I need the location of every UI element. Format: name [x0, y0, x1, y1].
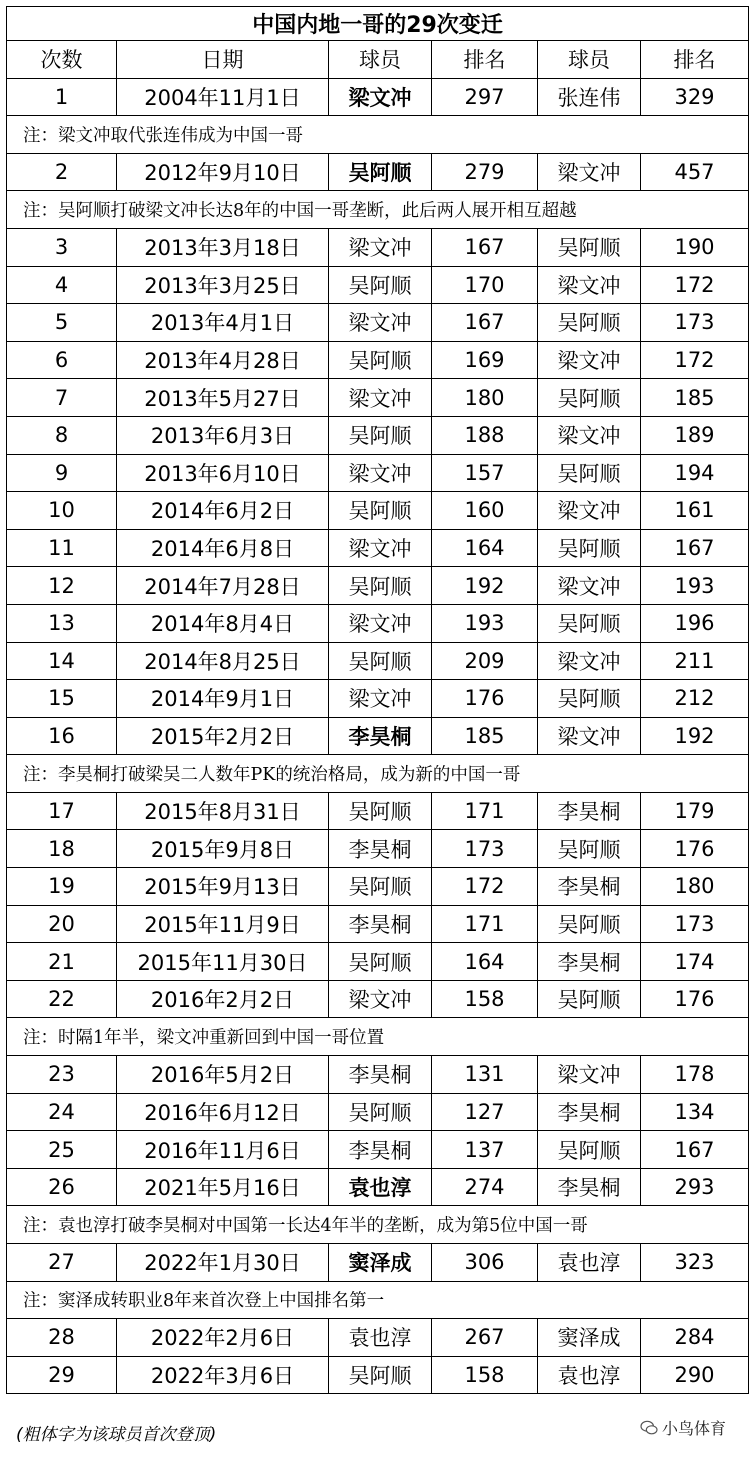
- cell-rank-1: 192: [432, 567, 538, 605]
- note-text: 注：吴阿顺打破梁文冲长达8年的中国一哥垄断，此后两人展开相互超越: [7, 191, 749, 229]
- cell-player-2: 吴阿顺: [538, 604, 641, 642]
- cell-rank-1: 170: [432, 266, 538, 304]
- cell-player-1: 梁文冲: [329, 304, 432, 342]
- table-row: [7, 905, 749, 943]
- cell-date: 2022年1月30日: [117, 1244, 329, 1282]
- table-row: [7, 868, 749, 906]
- cell-player-1: 吴阿顺: [329, 792, 432, 830]
- table-row: [7, 1056, 749, 1094]
- table-row: [7, 943, 749, 981]
- table-row: [7, 304, 749, 342]
- cell-date: 2015年9月13日: [117, 868, 329, 906]
- cell-count: 19: [7, 868, 117, 906]
- cell-date: 2021年5月16日: [117, 1168, 329, 1206]
- cell-count: 1: [7, 78, 117, 116]
- table-row: [7, 529, 749, 567]
- cell-rank-2: 180: [641, 868, 749, 906]
- watermark: [640, 1416, 726, 1439]
- table-body: [7, 78, 749, 1394]
- note-row: [7, 116, 749, 154]
- cell-count: 26: [7, 1168, 117, 1206]
- cell-count: 18: [7, 830, 117, 868]
- cell-rank-2: 185: [641, 379, 749, 417]
- cell-rank-1: 209: [432, 642, 538, 680]
- cell-count: 15: [7, 680, 117, 718]
- cell-count: 25: [7, 1131, 117, 1169]
- cell-rank-2: 176: [641, 980, 749, 1018]
- cell-rank-1: 188: [432, 416, 538, 454]
- cell-rank-2: 174: [641, 943, 749, 981]
- cell-player-1: 吴阿顺: [329, 492, 432, 530]
- cell-player-1: 吴阿顺: [329, 1356, 432, 1394]
- cell-rank-1: 306: [432, 1244, 538, 1282]
- cell-count: 21: [7, 943, 117, 981]
- cell-rank-1: 297: [432, 78, 538, 116]
- table-row: [7, 454, 749, 492]
- cell-rank-1: 267: [432, 1319, 538, 1357]
- cell-player-2: 吴阿顺: [538, 304, 641, 342]
- header-player-1: 球员: [329, 41, 432, 79]
- cell-count: 24: [7, 1093, 117, 1131]
- cell-player-2: 梁文冲: [538, 266, 641, 304]
- cell-player-2: 吴阿顺: [538, 529, 641, 567]
- cell-player-1: 梁文冲: [329, 228, 432, 266]
- cell-date: 2013年4月28日: [117, 341, 329, 379]
- cell-count: 23: [7, 1056, 117, 1094]
- table-row: [7, 1319, 749, 1357]
- cell-count: 5: [7, 304, 117, 342]
- cell-rank-2: 323: [641, 1244, 749, 1282]
- cell-date: 2014年6月2日: [117, 492, 329, 530]
- table-row: [7, 792, 749, 830]
- cell-rank-1: 164: [432, 943, 538, 981]
- cell-player-2: 袁也淳: [538, 1244, 641, 1282]
- cell-rank-1: 169: [432, 341, 538, 379]
- cell-rank-1: 171: [432, 792, 538, 830]
- cell-rank-2: 178: [641, 1056, 749, 1094]
- cell-player-2: 梁文冲: [538, 153, 641, 191]
- cell-rank-2: 172: [641, 266, 749, 304]
- cell-player-2: 吴阿顺: [538, 1131, 641, 1169]
- cell-player-1: 李昊桐: [329, 717, 432, 755]
- cell-player-1: 吴阿顺: [329, 416, 432, 454]
- cell-count: 28: [7, 1319, 117, 1357]
- cell-count: 22: [7, 980, 117, 1018]
- cell-date: 2015年9月8日: [117, 830, 329, 868]
- cell-count: 2: [7, 153, 117, 191]
- cell-player-1: 吴阿顺: [329, 341, 432, 379]
- cell-date: 2013年5月27日: [117, 379, 329, 417]
- cell-player-2: 梁文冲: [538, 1056, 641, 1094]
- cell-player-2: 李昊桐: [538, 868, 641, 906]
- cell-player-2: 吴阿顺: [538, 905, 641, 943]
- cell-player-1: 李昊桐: [329, 1131, 432, 1169]
- table-row: [7, 266, 749, 304]
- cell-date: 2013年6月3日: [117, 416, 329, 454]
- cell-rank-1: 158: [432, 1356, 538, 1394]
- note-text: 注：窦泽成转职业8年来首次登上中国排名第一: [7, 1281, 749, 1319]
- cell-count: 11: [7, 529, 117, 567]
- cell-rank-1: 167: [432, 304, 538, 342]
- header-count: 次数: [7, 41, 117, 79]
- table-row: [7, 1131, 749, 1169]
- cell-date: 2022年3月6日: [117, 1356, 329, 1394]
- cell-player-2: 李昊桐: [538, 1093, 641, 1131]
- cell-player-2: 梁文冲: [538, 341, 641, 379]
- cell-date: 2015年2月2日: [117, 717, 329, 755]
- cell-rank-1: 160: [432, 492, 538, 530]
- cell-rank-1: 157: [432, 454, 538, 492]
- cell-rank-2: 179: [641, 792, 749, 830]
- cell-player-2: 李昊桐: [538, 1168, 641, 1206]
- table-row: [7, 153, 749, 191]
- note-row: [7, 1018, 749, 1056]
- cell-player-1: 梁文冲: [329, 604, 432, 642]
- cell-rank-2: 173: [641, 304, 749, 342]
- cell-rank-2: 134: [641, 1093, 749, 1131]
- cell-count: 4: [7, 266, 117, 304]
- cell-count: 13: [7, 604, 117, 642]
- cell-rank-1: 274: [432, 1168, 538, 1206]
- cell-rank-2: 167: [641, 1131, 749, 1169]
- cell-rank-1: 173: [432, 830, 538, 868]
- header-date: 日期: [117, 41, 329, 79]
- cell-date: 2016年11月6日: [117, 1131, 329, 1169]
- cell-rank-1: 137: [432, 1131, 538, 1169]
- wechat-icon: [640, 1420, 658, 1436]
- table-row: [7, 1356, 749, 1394]
- cell-date: 2014年8月4日: [117, 604, 329, 642]
- cell-rank-1: 127: [432, 1093, 538, 1131]
- cell-rank-1: 131: [432, 1056, 538, 1094]
- cell-rank-2: 189: [641, 416, 749, 454]
- header-rank-2: 排名: [641, 41, 749, 79]
- cell-count: 16: [7, 717, 117, 755]
- cell-player-1: 吴阿顺: [329, 642, 432, 680]
- cell-player-1: 吴阿顺: [329, 1093, 432, 1131]
- cell-rank-2: 293: [641, 1168, 749, 1206]
- cell-date: 2016年2月2日: [117, 980, 329, 1018]
- cell-rank-1: 167: [432, 228, 538, 266]
- cell-player-1: 李昊桐: [329, 905, 432, 943]
- cell-rank-2: 284: [641, 1319, 749, 1357]
- cell-date: 2015年8月31日: [117, 792, 329, 830]
- cell-player-1: 袁也淳: [329, 1168, 432, 1206]
- cell-player-1: 吴阿顺: [329, 868, 432, 906]
- table-row: [7, 830, 749, 868]
- cell-rank-2: 161: [641, 492, 749, 530]
- cell-rank-1: 171: [432, 905, 538, 943]
- cell-date: 2016年6月12日: [117, 1093, 329, 1131]
- header-rank-1: 排名: [432, 41, 538, 79]
- cell-player-1: 吴阿顺: [329, 567, 432, 605]
- note-text: 注：李昊桐打破梁吴二人数年PK的统治格局，成为新的中国一哥: [7, 755, 749, 793]
- cell-player-2: 吴阿顺: [538, 830, 641, 868]
- cell-player-2: 梁文冲: [538, 717, 641, 755]
- cell-rank-1: 193: [432, 604, 538, 642]
- cell-count: 29: [7, 1356, 117, 1394]
- cell-rank-1: 180: [432, 379, 538, 417]
- cell-rank-2: 167: [641, 529, 749, 567]
- cell-count: 9: [7, 454, 117, 492]
- table-title: 中国内地一哥的29次变迁: [7, 7, 749, 41]
- table-row: [7, 228, 749, 266]
- note-text: 注：时隔1年半，梁文冲重新回到中国一哥位置: [7, 1018, 749, 1056]
- table-row: [7, 717, 749, 755]
- cell-count: 17: [7, 792, 117, 830]
- table-row: [7, 642, 749, 680]
- ranking-table: [6, 6, 749, 1394]
- cell-player-1: 梁文冲: [329, 680, 432, 718]
- cell-date: 2013年3月18日: [117, 228, 329, 266]
- table-row: [7, 492, 749, 530]
- cell-rank-1: 279: [432, 153, 538, 191]
- table-row: [7, 604, 749, 642]
- table-row: [7, 379, 749, 417]
- cell-rank-2: 329: [641, 78, 749, 116]
- cell-player-2: 吴阿顺: [538, 980, 641, 1018]
- cell-date: 2014年8月25日: [117, 642, 329, 680]
- note-row: [7, 191, 749, 229]
- note-row: [7, 1206, 749, 1244]
- cell-player-1: 李昊桐: [329, 1056, 432, 1094]
- footer-note: (粗体字为该球员首次登顶): [16, 1425, 217, 1445]
- cell-date: 2016年5月2日: [117, 1056, 329, 1094]
- cell-player-1: 吴阿顺: [329, 943, 432, 981]
- cell-rank-2: 194: [641, 454, 749, 492]
- cell-player-1: 李昊桐: [329, 830, 432, 868]
- cell-player-1: 梁文冲: [329, 379, 432, 417]
- cell-date: 2012年9月10日: [117, 153, 329, 191]
- cell-rank-2: 176: [641, 830, 749, 868]
- cell-player-2: 吴阿顺: [538, 680, 641, 718]
- cell-rank-2: 193: [641, 567, 749, 605]
- cell-date: 2013年4月1日: [117, 304, 329, 342]
- table-row: [7, 78, 749, 116]
- cell-rank-2: 211: [641, 642, 749, 680]
- table-row: [7, 680, 749, 718]
- cell-count: 27: [7, 1244, 117, 1282]
- cell-date: 2013年3月25日: [117, 266, 329, 304]
- cell-player-2: 李昊桐: [538, 792, 641, 830]
- cell-rank-1: 176: [432, 680, 538, 718]
- cell-rank-2: 192: [641, 717, 749, 755]
- header-player-2: 球员: [538, 41, 641, 79]
- cell-rank-1: 164: [432, 529, 538, 567]
- cell-player-2: 吴阿顺: [538, 454, 641, 492]
- cell-rank-2: 172: [641, 341, 749, 379]
- note-row: [7, 755, 749, 793]
- cell-date: 2014年7月28日: [117, 567, 329, 605]
- cell-player-1: 梁文冲: [329, 980, 432, 1018]
- note-text: 注：袁也淳打破李昊桐对中国第一长达4年半的垄断，成为第5位中国一哥: [7, 1206, 749, 1244]
- note-row: [7, 1281, 749, 1319]
- cell-player-2: 窦泽成: [538, 1319, 641, 1357]
- cell-date: 2014年6月8日: [117, 529, 329, 567]
- cell-count: 12: [7, 567, 117, 605]
- header-row: [7, 41, 749, 79]
- cell-rank-1: 172: [432, 868, 538, 906]
- cell-rank-2: 457: [641, 153, 749, 191]
- cell-date: 2015年11月30日: [117, 943, 329, 981]
- cell-player-1: 窦泽成: [329, 1244, 432, 1282]
- document-table-wrapper: [6, 6, 748, 1394]
- cell-count: 3: [7, 228, 117, 266]
- cell-rank-2: 196: [641, 604, 749, 642]
- cell-player-2: 梁文冲: [538, 567, 641, 605]
- cell-player-2: 吴阿顺: [538, 228, 641, 266]
- cell-date: 2022年2月6日: [117, 1319, 329, 1357]
- cell-count: 7: [7, 379, 117, 417]
- table-row: [7, 1168, 749, 1206]
- cell-rank-1: 158: [432, 980, 538, 1018]
- cell-date: 2014年9月1日: [117, 680, 329, 718]
- cell-rank-2: 212: [641, 680, 749, 718]
- table-row: [7, 1244, 749, 1282]
- cell-player-2: 梁文冲: [538, 642, 641, 680]
- cell-count: 20: [7, 905, 117, 943]
- cell-player-2: 袁也淳: [538, 1356, 641, 1394]
- cell-count: 10: [7, 492, 117, 530]
- cell-player-1: 袁也淳: [329, 1319, 432, 1357]
- cell-date: 2015年11月9日: [117, 905, 329, 943]
- table-row: [7, 1093, 749, 1131]
- cell-player-2: 李昊桐: [538, 943, 641, 981]
- cell-count: 6: [7, 341, 117, 379]
- cell-player-1: 吴阿顺: [329, 153, 432, 191]
- cell-player-1: 梁文冲: [329, 454, 432, 492]
- cell-rank-2: 190: [641, 228, 749, 266]
- table-row: [7, 416, 749, 454]
- cell-rank-2: 290: [641, 1356, 749, 1394]
- cell-count: 14: [7, 642, 117, 680]
- cell-date: 2004年11月1日: [117, 78, 329, 116]
- cell-player-2: 吴阿顺: [538, 379, 641, 417]
- cell-count: 8: [7, 416, 117, 454]
- cell-player-2: 梁文冲: [538, 492, 641, 530]
- cell-rank-2: 173: [641, 905, 749, 943]
- cell-rank-1: 185: [432, 717, 538, 755]
- note-text: 注：梁文冲取代张连伟成为中国一哥: [7, 116, 749, 154]
- table-row: [7, 980, 749, 1018]
- cell-player-1: 吴阿顺: [329, 266, 432, 304]
- cell-player-1: 梁文冲: [329, 529, 432, 567]
- watermark-text: 小鸟体育: [662, 1419, 727, 1438]
- cell-player-2: 张连伟: [538, 78, 641, 116]
- table-row: [7, 567, 749, 605]
- table-row: [7, 341, 749, 379]
- cell-date: 2013年6月10日: [117, 454, 329, 492]
- cell-player-1: 梁文冲: [329, 78, 432, 116]
- cell-player-2: 梁文冲: [538, 416, 641, 454]
